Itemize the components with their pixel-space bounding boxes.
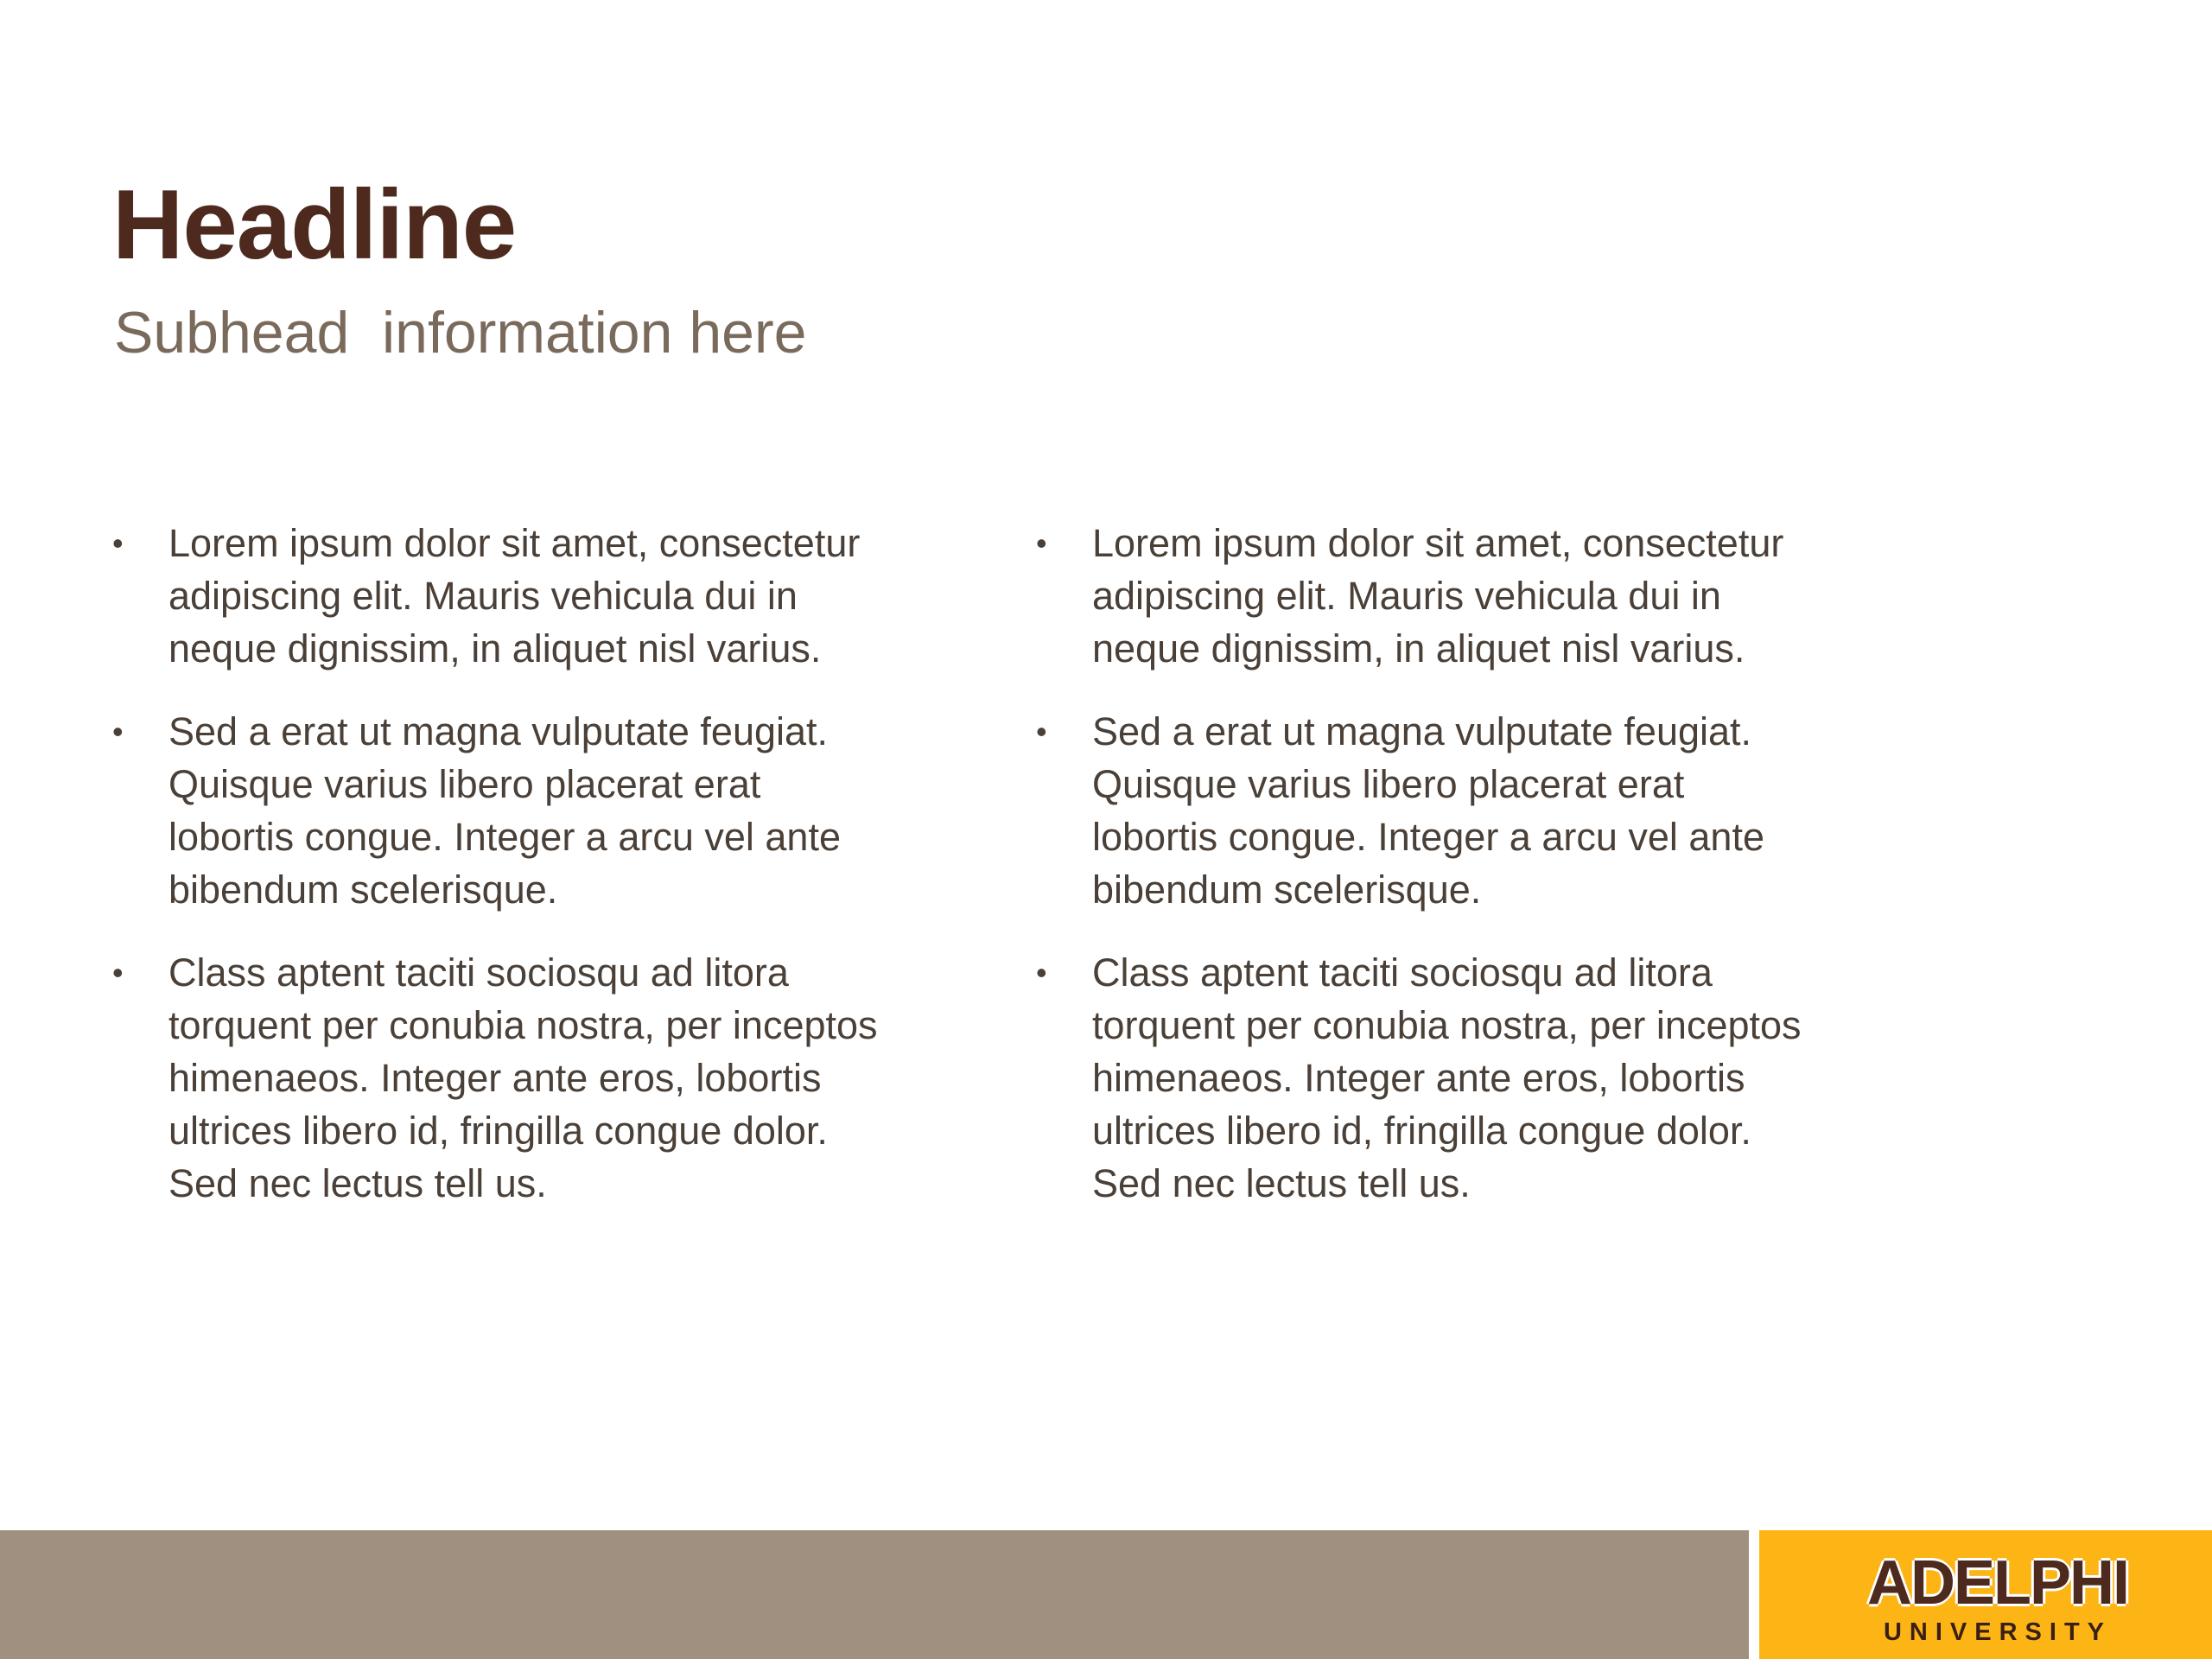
bullet-item: [1036, 705, 1814, 916]
bullet-text: Class aptent taciti sociosqu ad litora torquent per conubia nostra, per inceptos himenaeos. Integer ante eros, lobortis ultrices libero id, fringilla congue dolor. Sed nec lectus tell us.: [168, 950, 878, 1205]
bullet-dot-icon: •: [1036, 955, 1047, 990]
subhead: Subhead information here: [114, 300, 807, 365]
bullet-dot-icon: •: [112, 525, 124, 561]
bullet-text: Sed a erat ut magna vulputate feugiat. Quisque varius libero placerat erat lobortis congue. Integer a arcu vel ante bibendum scelerisque.: [1092, 709, 1764, 912]
bullet-dot-icon: •: [1036, 525, 1047, 561]
footer-divider: [1749, 1530, 1759, 1659]
bullet-text: Lorem ipsum dolor sit amet, consectetur adipiscing elit. Mauris vehicula dui in neque dignissim, in aliquet nisl varius.: [168, 521, 861, 671]
bullet-text: Class aptent taciti sociosqu ad litora torquent per conubia nostra, per inceptos himenaeos. Integer ante eros, lobortis ultrices libero id, fringilla congue dolor. Sed nec lectus tell us.: [1092, 950, 1802, 1205]
bullet-item: [112, 517, 890, 675]
bullet-list-right: [1036, 517, 1814, 1240]
logo-wordmark: ADELPHI: [1866, 1548, 2129, 1618]
bullet-item: [112, 705, 890, 916]
bullet-item: [1036, 946, 1814, 1210]
bullet-dot-icon: •: [112, 955, 124, 990]
bullet-text: Lorem ipsum dolor sit amet, consectetur adipiscing elit. Mauris vehicula dui in neque dignissim, in aliquet nisl varius.: [1092, 521, 1784, 671]
logo-subtitle: UNIVERSITY: [1883, 1618, 2113, 1646]
bullet-dot-icon: •: [112, 714, 124, 749]
bullet-dot-icon: •: [1036, 714, 1047, 749]
footer-bar: [0, 1530, 1749, 1659]
bullet-item: [1036, 517, 1814, 675]
bullet-text: Sed a erat ut magna vulputate feugiat. Quisque varius libero placerat erat lobortis congue. Integer a arcu vel ante bibendum scelerisque.: [168, 709, 841, 912]
university-logo: [1759, 1530, 2212, 1659]
bullet-list-left: [112, 517, 890, 1240]
headline: Headline: [112, 170, 517, 280]
bullet-item: [112, 946, 890, 1210]
